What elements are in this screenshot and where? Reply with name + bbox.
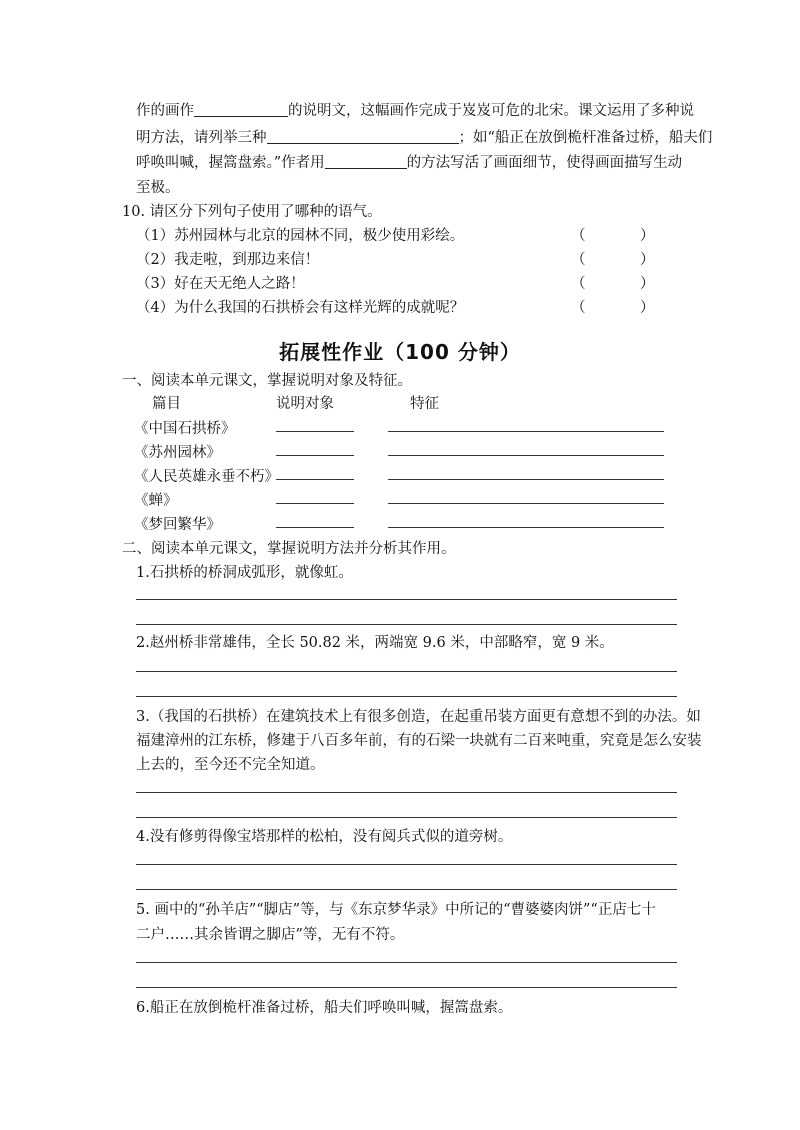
q10-item-1: （1）苏州园林与北京的园林不同，极少使用彩绘。: [136, 228, 465, 244]
intro-text: 的说明文，这幅画作完成于岌岌可危的北宋。课文运用了多种说: [288, 103, 694, 119]
intro-line-2: [136, 128, 712, 148]
intro-text: 作的画作: [136, 103, 194, 119]
intro-line-3: [136, 153, 682, 173]
q10-item-3: （3）好在天无绝人之路！: [136, 276, 305, 292]
part2-q2: 2.赵州桥非常雄伟，全长 50.82 米，两端宽 9.6 米，中部略窄，宽 9 米。: [136, 635, 614, 651]
article-row-1: 《中国石拱桥》: [134, 421, 236, 437]
feature-answer-line[interactable]: [388, 503, 664, 504]
q10-answer-close-4: ）: [640, 300, 655, 316]
section-title: 拓展性作业（100 分钟）: [279, 340, 521, 364]
col-title-feature: 特征: [410, 396, 439, 412]
feature-answer-line[interactable]: [388, 479, 664, 480]
intro-text: ；如“船正在放倒桅杆准备过桥，船夫们: [458, 130, 713, 146]
answer-blank[interactable]: [325, 154, 407, 169]
intro-text: 的方法写活了画面细节，使得画面描写生动: [406, 155, 683, 171]
q10-answer-open-2[interactable]: （: [571, 252, 586, 268]
intro-line-1: [136, 101, 694, 121]
answer-line[interactable]: [136, 696, 677, 697]
object-answer-line[interactable]: [276, 503, 354, 504]
col-title-article: 篇目: [152, 396, 181, 412]
answer-line[interactable]: [136, 624, 677, 625]
answer-line[interactable]: [136, 987, 677, 988]
part2-q5-line-1: 5. 画中的“孙羊店”“脚店”等，与《东京梦华录》中所记的“曹婆婆肉饼”“正店七十: [136, 902, 656, 918]
q10-answer-close-2: ）: [640, 252, 655, 268]
answer-line[interactable]: [136, 792, 677, 793]
part1-heading: 一、阅读本单元课文，掌握说明对象及特征。: [122, 373, 412, 389]
q10-answer-open-4[interactable]: （: [571, 300, 586, 316]
article-row-4: 《蝉》: [134, 493, 178, 509]
answer-line[interactable]: [136, 864, 677, 865]
object-answer-line[interactable]: [276, 527, 354, 528]
feature-answer-line[interactable]: [388, 455, 664, 456]
answer-line[interactable]: [136, 817, 677, 818]
question-10-prompt: 10. 请区分下列句子使用了哪种的语气。: [122, 204, 382, 220]
part2-q5-line-2: 二户……其余皆谓之脚店”等，无有不符。: [136, 927, 405, 943]
part2-q3-line-1: 3.（我国的石拱桥）在建筑技术上有很多创造，在起重吊装方面更有意想不到的办法。如: [136, 709, 701, 725]
part2-q4: 4.没有修剪得像宝塔那样的松柏，没有阅兵式似的道旁树。: [136, 829, 513, 845]
intro-line-4: 至极。: [136, 180, 180, 196]
part2-q3-line-2: 福建漳州的江东桥，修建于八百多年前，有的石梁一块就有二百来吨重，究竟是怎么安装: [136, 733, 702, 749]
q10-answer-open-1[interactable]: （: [571, 228, 586, 244]
col-title-object: 说明对象: [276, 396, 334, 412]
intro-text: 明方法，请列举三种: [136, 130, 267, 146]
answer-blank[interactable]: [267, 129, 459, 144]
part2-q1: 1.石拱桥的桥洞成弧形，就像虹。: [136, 565, 353, 581]
intro-text: 呼唤叫喊，握篙盘索。”作者用: [136, 155, 325, 171]
object-answer-line[interactable]: [276, 431, 354, 432]
feature-answer-line[interactable]: [388, 527, 664, 528]
article-row-5: 《梦回繁华》: [134, 517, 221, 533]
q10-answer-close-3: ）: [640, 276, 655, 292]
part2-q3-line-3: 上去的，至今还不完全知道。: [136, 757, 325, 773]
answer-line[interactable]: [136, 962, 677, 963]
answer-line[interactable]: [136, 671, 677, 672]
answer-blank[interactable]: [194, 102, 288, 117]
article-row-2: 《苏州园林》: [134, 445, 221, 461]
q10-item-4: （4）为什么我国的石拱桥会有这样光辉的成就呢？: [136, 300, 465, 316]
q10-answer-close-1: ）: [640, 228, 655, 244]
feature-answer-line[interactable]: [388, 431, 664, 432]
part2-q6: 6.船正在放倒桅杆准备过桥，船夫们呼唤叫喊，握篙盘索。: [136, 1000, 513, 1016]
q10-answer-open-3[interactable]: （: [571, 276, 586, 292]
object-answer-line[interactable]: [276, 479, 354, 480]
answer-line[interactable]: [136, 889, 677, 890]
answer-line[interactable]: [136, 599, 677, 600]
part2-heading: 二、阅读本单元课文，掌握说明方法并分析其作用。: [122, 541, 456, 557]
article-row-3: 《人民英雄永垂不朽》: [134, 469, 279, 485]
object-answer-line[interactable]: [276, 455, 354, 456]
q10-item-2: （2）我走啦，到那边来信！: [136, 252, 320, 268]
